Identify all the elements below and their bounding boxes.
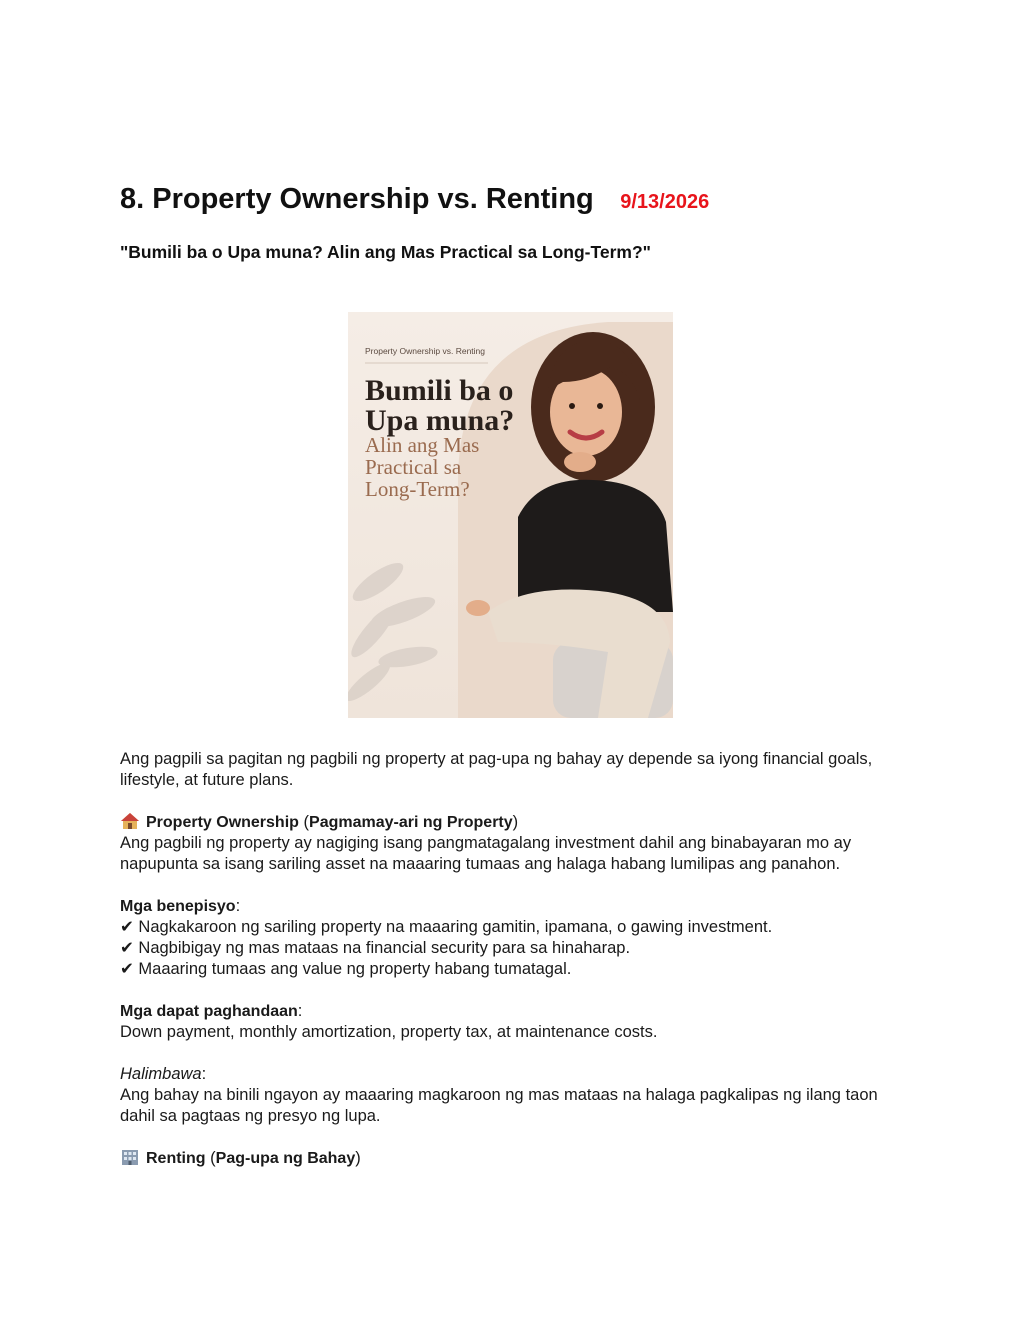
ownership-heading-open: (: [303, 813, 310, 831]
cover-headline-1: Bumili ba o: [365, 374, 514, 407]
cover-headline-2: Upa muna?: [365, 404, 515, 437]
renting-heading-open: (: [210, 1149, 216, 1167]
ownership-heading-paren: Pagmamay-ari ng Property: [309, 814, 513, 831]
example-text: Ang bahay na binili ngayon ay maaaring magkaroon ng mas mataas na halaga pagkalipas ng ilang taon dahil sa pagtaas ng presyo ng lupa.: [120, 1086, 878, 1125]
title-row: [120, 183, 709, 216]
cover-sub-1: Alin ang Mas: [365, 433, 480, 457]
page-subtitle: "Bumili ba o Upa muna? Alin ang Mas Practical sa Long-Term?": [120, 242, 651, 262]
renting-heading-paren: Pag-upa ng Bahay: [215, 1150, 356, 1167]
benefits-section: Mga benepisyo: ✔ Nagkakaroon ng sariling property na maaaring gamitin, ipamana, o gawing investment. ✔ Nagbibigay ng mas mataas na financial security para sa hinaharap. ✔ Maaaring tumaas ang value ng property habang tumatagal.: [120, 896, 910, 980]
benefit-item: ✔ Maaaring tumaas ang value ng property habang tumatagal.: [120, 960, 572, 978]
benefit-item: ✔ Nagkakaroon ng sariling property na maaaring gamitin, ipamana, o gawing investment.: [120, 918, 773, 936]
example-section: Halimbawa: Ang bahay na binili ngayon ay maaaring magkaroon ng mas mataas na halaga pagkalipas ng ilang taon dahil sa pagtaas ng presyo ng lupa.: [120, 1064, 910, 1127]
ownership-heading: [120, 812, 910, 833]
benefits-label: Mga benepisyo: [120, 898, 236, 915]
intro-paragraph: Ang pagpili sa pagitan ng pagbili ng property at pag-upa ng bahay ay depende sa iyong financial goals, lifestyle, at future plans.: [120, 750, 873, 789]
prep-section: Mga dapat paghandaan: Down payment, monthly amortization, property tax, at maintenance costs.: [120, 1001, 910, 1043]
ownership-heading-close: ): [512, 813, 519, 831]
cover-illustration: [348, 312, 673, 718]
cover-artwork: [348, 312, 673, 718]
prep-text: Down payment, monthly amortization, property tax, at maintenance costs.: [120, 1023, 658, 1041]
cover-kicker: Property Ownership vs. Renting: [365, 346, 485, 356]
cover-sub-3: Long-Term?: [365, 477, 470, 501]
ownership-description: Ang pagbili ng property ay nagiging isang pangmatagalang investment dahil ang binabayaran mo ay napupunta sa isang sariling asset na maaaring tumaas ang halaga habang lumilipas ang panahon.: [120, 834, 852, 873]
cover-sub-2: Practical sa: [365, 455, 462, 479]
office-building-icon: [120, 1148, 140, 1166]
prep-label: Mga dapat paghandaan: [120, 1003, 298, 1020]
benefit-item: ✔ Nagbibigay ng mas mataas na financial security para sa hinaharap.: [120, 939, 631, 957]
date-label: 9/13/2026: [620, 191, 710, 213]
renting-heading: [120, 1148, 910, 1169]
page-title: 8. Property Ownership vs. Renting: [120, 183, 594, 215]
ownership-heading-main: Property Ownership: [146, 814, 299, 831]
renting-heading-main: Renting: [146, 1150, 206, 1167]
ownership-section: [120, 812, 910, 875]
house-icon: [120, 812, 140, 830]
renting-heading-close: ): [355, 1149, 361, 1167]
example-label: Halimbawa: [120, 1065, 202, 1083]
